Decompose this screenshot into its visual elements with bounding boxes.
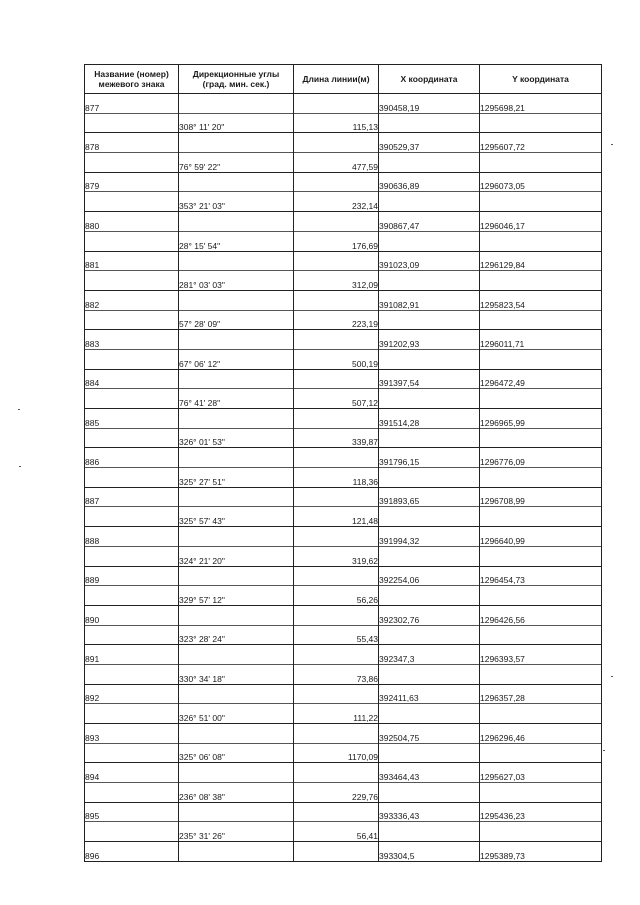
empty-cell	[85, 704, 179, 724]
mark-name-cell: 894	[85, 763, 179, 783]
bearing-angle-cell: 28° 15' 54"	[179, 231, 294, 251]
table-row-line	[85, 153, 602, 173]
mark-name-cell: 882	[85, 290, 179, 310]
empty-cell	[379, 586, 480, 606]
empty-cell	[85, 113, 179, 133]
empty-cell	[85, 271, 179, 291]
bearing-angle-cell: 235° 31' 26"	[179, 822, 294, 842]
empty-cell	[480, 783, 602, 803]
table-row-line	[85, 113, 602, 133]
empty-cell	[179, 527, 294, 547]
empty-cell	[480, 664, 602, 684]
table-row-point	[85, 251, 602, 271]
table-row-line	[85, 468, 602, 488]
empty-cell	[379, 704, 480, 724]
scan-speck	[19, 466, 21, 467]
x-coordinate-cell: 390867,47	[379, 212, 480, 232]
bearing-angle-cell: 308° 11' 20"	[179, 113, 294, 133]
x-coordinate-cell: 391796,15	[379, 448, 480, 468]
y-coordinate-cell: 1295607,72	[480, 133, 602, 153]
y-coordinate-cell: 1296046,17	[480, 212, 602, 232]
y-coordinate-cell: 1296965,99	[480, 409, 602, 429]
y-coordinate-cell: 1296426,56	[480, 605, 602, 625]
empty-cell	[179, 290, 294, 310]
empty-cell	[179, 842, 294, 862]
x-coordinate-cell: 392504,75	[379, 724, 480, 744]
mark-name-cell: 887	[85, 487, 179, 507]
empty-cell	[85, 546, 179, 566]
empty-cell	[294, 172, 379, 192]
y-coordinate-cell: 1296129,84	[480, 251, 602, 271]
empty-cell	[294, 448, 379, 468]
table-row-line	[85, 231, 602, 251]
line-length-cell: 56,26	[294, 586, 379, 606]
x-coordinate-cell: 391994,32	[379, 527, 480, 547]
line-length-cell: 223,19	[294, 310, 379, 330]
mark-name-cell: 886	[85, 448, 179, 468]
x-coordinate-cell: 392302,76	[379, 605, 480, 625]
empty-cell	[480, 349, 602, 369]
line-length-cell: 55,43	[294, 625, 379, 645]
x-coordinate-cell: 392254,06	[379, 566, 480, 586]
empty-cell	[480, 192, 602, 212]
empty-cell	[379, 507, 480, 527]
empty-cell	[179, 724, 294, 744]
x-coordinate-cell: 391514,28	[379, 409, 480, 429]
bearing-angle-cell: 76° 59' 22"	[179, 153, 294, 173]
table-row-point	[85, 763, 602, 783]
x-coordinate-cell: 391397,54	[379, 369, 480, 389]
line-length-cell: 73,86	[294, 664, 379, 684]
table-row-line	[85, 310, 602, 330]
table-row-point	[85, 212, 602, 232]
empty-cell	[294, 684, 379, 704]
empty-cell	[480, 153, 602, 173]
empty-cell	[179, 94, 294, 114]
table-row-point	[85, 133, 602, 153]
line-length-cell: 1170,09	[294, 743, 379, 763]
empty-cell	[294, 133, 379, 153]
table-row-line	[85, 743, 602, 763]
table-row-point	[85, 684, 602, 704]
empty-cell	[179, 566, 294, 586]
empty-cell	[179, 605, 294, 625]
empty-cell	[179, 645, 294, 665]
empty-cell	[480, 231, 602, 251]
table-row-point	[85, 290, 602, 310]
table-row-point	[85, 172, 602, 192]
x-coordinate-cell: 393336,43	[379, 802, 480, 822]
empty-cell	[179, 763, 294, 783]
x-coordinate-cell: 391893,65	[379, 487, 480, 507]
table-row-line	[85, 664, 602, 684]
empty-cell	[294, 763, 379, 783]
table-row-line	[85, 389, 602, 409]
empty-cell	[379, 389, 480, 409]
empty-cell	[379, 271, 480, 291]
empty-cell	[294, 251, 379, 271]
y-coordinate-cell: 1295436,23	[480, 802, 602, 822]
empty-cell	[294, 369, 379, 389]
table-row-point	[85, 409, 602, 429]
bearing-angle-cell: 236° 08' 38"	[179, 783, 294, 803]
y-coordinate-cell: 1296708,99	[480, 487, 602, 507]
empty-cell	[179, 684, 294, 704]
empty-cell	[379, 468, 480, 488]
empty-cell	[379, 625, 480, 645]
header-x-coordinate: X координата	[379, 65, 480, 94]
empty-cell	[179, 448, 294, 468]
mark-name-cell: 891	[85, 645, 179, 665]
mark-name-cell: 893	[85, 724, 179, 744]
bearing-angle-cell: 76° 41' 28"	[179, 389, 294, 409]
y-coordinate-cell: 1295698,21	[480, 94, 602, 114]
empty-cell	[294, 487, 379, 507]
empty-cell	[85, 389, 179, 409]
y-coordinate-cell: 1296357,28	[480, 684, 602, 704]
mark-name-cell: 883	[85, 330, 179, 350]
empty-cell	[294, 290, 379, 310]
header-mark-name: Название (номер) межевого знака	[85, 65, 179, 94]
bearing-angle-cell: 329° 57' 12"	[179, 586, 294, 606]
bearing-angle-cell: 281° 03' 03"	[179, 271, 294, 291]
bearing-angle-cell: 325° 27' 51"	[179, 468, 294, 488]
empty-cell	[480, 113, 602, 133]
mark-name-cell: 888	[85, 527, 179, 547]
table-row-line	[85, 507, 602, 527]
x-coordinate-cell: 390529,37	[379, 133, 480, 153]
empty-cell	[85, 192, 179, 212]
table-header-row	[85, 65, 602, 94]
empty-cell	[85, 349, 179, 369]
bearing-angle-cell: 67° 06' 12"	[179, 349, 294, 369]
empty-cell	[85, 153, 179, 173]
x-coordinate-cell: 390458,19	[379, 94, 480, 114]
empty-cell	[379, 192, 480, 212]
y-coordinate-cell: 1296073,05	[480, 172, 602, 192]
table-row-point	[85, 448, 602, 468]
empty-cell	[85, 468, 179, 488]
empty-cell	[85, 664, 179, 684]
header-y-coordinate: Y координата	[480, 65, 602, 94]
table-row-line	[85, 271, 602, 291]
mark-name-cell: 896	[85, 842, 179, 862]
line-length-cell: 339,87	[294, 428, 379, 448]
table-row-point	[85, 94, 602, 114]
table-row-line	[85, 586, 602, 606]
line-length-cell: 118,36	[294, 468, 379, 488]
bearing-angle-cell: 323° 28' 24"	[179, 625, 294, 645]
bearing-angle-cell: 326° 01' 53"	[179, 428, 294, 448]
bearing-angle-cell: 326° 51' 00"	[179, 704, 294, 724]
line-length-cell: 500,19	[294, 349, 379, 369]
empty-cell	[480, 428, 602, 448]
table-row-point	[85, 645, 602, 665]
empty-cell	[179, 487, 294, 507]
x-coordinate-cell: 393304,5	[379, 842, 480, 862]
y-coordinate-cell: 1296296,46	[480, 724, 602, 744]
mark-name-cell: 885	[85, 409, 179, 429]
empty-cell	[294, 605, 379, 625]
table-row-point	[85, 330, 602, 350]
table-row-point	[85, 802, 602, 822]
empty-cell	[179, 172, 294, 192]
mark-name-cell: 892	[85, 684, 179, 704]
empty-cell	[379, 783, 480, 803]
empty-cell	[179, 212, 294, 232]
header-bearing-angle: Дирекционные углы (град. мин. сек.)	[179, 65, 294, 94]
scan-speck	[611, 144, 613, 145]
empty-cell	[179, 133, 294, 153]
empty-cell	[480, 507, 602, 527]
empty-cell	[85, 783, 179, 803]
x-coordinate-cell: 391082,91	[379, 290, 480, 310]
mark-name-cell: 895	[85, 802, 179, 822]
empty-cell	[379, 822, 480, 842]
line-length-cell: 115,13	[294, 113, 379, 133]
x-coordinate-cell: 392411,63	[379, 684, 480, 704]
table-row-point	[85, 566, 602, 586]
table-row-line	[85, 704, 602, 724]
x-coordinate-cell: 391202,93	[379, 330, 480, 350]
bearing-angle-cell: 57° 28' 09"	[179, 310, 294, 330]
empty-cell	[480, 468, 602, 488]
empty-cell	[294, 842, 379, 862]
empty-cell	[179, 409, 294, 429]
empty-cell	[480, 743, 602, 763]
table-row-line	[85, 349, 602, 369]
x-coordinate-cell: 391023,09	[379, 251, 480, 271]
table-row-point	[85, 842, 602, 862]
mark-name-cell: 877	[85, 94, 179, 114]
line-length-cell: 232,14	[294, 192, 379, 212]
line-length-cell: 121,48	[294, 507, 379, 527]
empty-cell	[85, 507, 179, 527]
empty-cell	[480, 271, 602, 291]
header-line-length: Длина линии(м)	[294, 65, 379, 94]
empty-cell	[294, 645, 379, 665]
mark-name-cell: 880	[85, 212, 179, 232]
empty-cell	[480, 310, 602, 330]
empty-cell	[480, 704, 602, 724]
empty-cell	[379, 113, 480, 133]
empty-cell	[294, 566, 379, 586]
empty-cell	[179, 369, 294, 389]
table-body	[85, 94, 602, 862]
bearing-angle-cell: 330° 34' 18"	[179, 664, 294, 684]
line-length-cell: 319,62	[294, 546, 379, 566]
bearing-angle-cell: 325° 06' 08"	[179, 743, 294, 763]
empty-cell	[85, 231, 179, 251]
empty-cell	[179, 802, 294, 822]
line-length-cell: 56,41	[294, 822, 379, 842]
coordinates-table	[84, 64, 602, 862]
y-coordinate-cell: 1296640,99	[480, 527, 602, 547]
y-coordinate-cell: 1296776,09	[480, 448, 602, 468]
empty-cell	[85, 625, 179, 645]
mark-name-cell: 890	[85, 605, 179, 625]
empty-cell	[179, 251, 294, 271]
empty-cell	[85, 822, 179, 842]
empty-cell	[85, 743, 179, 763]
y-coordinate-cell: 1296011,71	[480, 330, 602, 350]
bearing-angle-cell: 325° 57' 43"	[179, 507, 294, 527]
mark-name-cell: 884	[85, 369, 179, 389]
empty-cell	[294, 212, 379, 232]
empty-cell	[294, 527, 379, 547]
scan-speck	[18, 409, 20, 410]
y-coordinate-cell: 1296393,57	[480, 645, 602, 665]
table-row-line	[85, 783, 602, 803]
mark-name-cell: 889	[85, 566, 179, 586]
table-row-point	[85, 487, 602, 507]
empty-cell	[85, 428, 179, 448]
table-row-point	[85, 605, 602, 625]
line-length-cell: 176,69	[294, 231, 379, 251]
line-length-cell: 312,09	[294, 271, 379, 291]
table-row-line	[85, 546, 602, 566]
y-coordinate-cell: 1295823,54	[480, 290, 602, 310]
empty-cell	[480, 625, 602, 645]
empty-cell	[179, 330, 294, 350]
empty-cell	[480, 389, 602, 409]
empty-cell	[480, 822, 602, 842]
mark-name-cell: 881	[85, 251, 179, 271]
line-length-cell: 111,22	[294, 704, 379, 724]
mark-name-cell: 879	[85, 172, 179, 192]
table-row-point	[85, 724, 602, 744]
y-coordinate-cell: 1295389,73	[480, 842, 602, 862]
empty-cell	[379, 153, 480, 173]
line-length-cell: 507,12	[294, 389, 379, 409]
empty-cell	[379, 310, 480, 330]
table-row-line	[85, 822, 602, 842]
y-coordinate-cell: 1296454,73	[480, 566, 602, 586]
empty-cell	[294, 409, 379, 429]
line-length-cell: 477,59	[294, 153, 379, 173]
x-coordinate-cell: 390636,89	[379, 172, 480, 192]
empty-cell	[379, 743, 480, 763]
x-coordinate-cell: 393464,43	[379, 763, 480, 783]
empty-cell	[379, 664, 480, 684]
empty-cell	[294, 330, 379, 350]
bearing-angle-cell: 353° 21' 03"	[179, 192, 294, 212]
table-row-point	[85, 369, 602, 389]
scan-speck	[603, 750, 605, 751]
mark-name-cell: 878	[85, 133, 179, 153]
table-row-line	[85, 192, 602, 212]
x-coordinate-cell: 392347,3	[379, 645, 480, 665]
empty-cell	[379, 349, 480, 369]
scan-speck	[611, 676, 613, 677]
empty-cell	[294, 94, 379, 114]
table-row-line	[85, 428, 602, 448]
empty-cell	[294, 802, 379, 822]
empty-cell	[379, 428, 480, 448]
empty-cell	[379, 231, 480, 251]
empty-cell	[480, 546, 602, 566]
empty-cell	[85, 586, 179, 606]
y-coordinate-cell: 1295627,03	[480, 763, 602, 783]
table-row-point	[85, 527, 602, 547]
empty-cell	[379, 546, 480, 566]
bearing-angle-cell: 324° 21' 20"	[179, 546, 294, 566]
y-coordinate-cell: 1296472,49	[480, 369, 602, 389]
line-length-cell: 229,76	[294, 783, 379, 803]
empty-cell	[480, 586, 602, 606]
table-row-line	[85, 625, 602, 645]
empty-cell	[294, 724, 379, 744]
empty-cell	[85, 310, 179, 330]
